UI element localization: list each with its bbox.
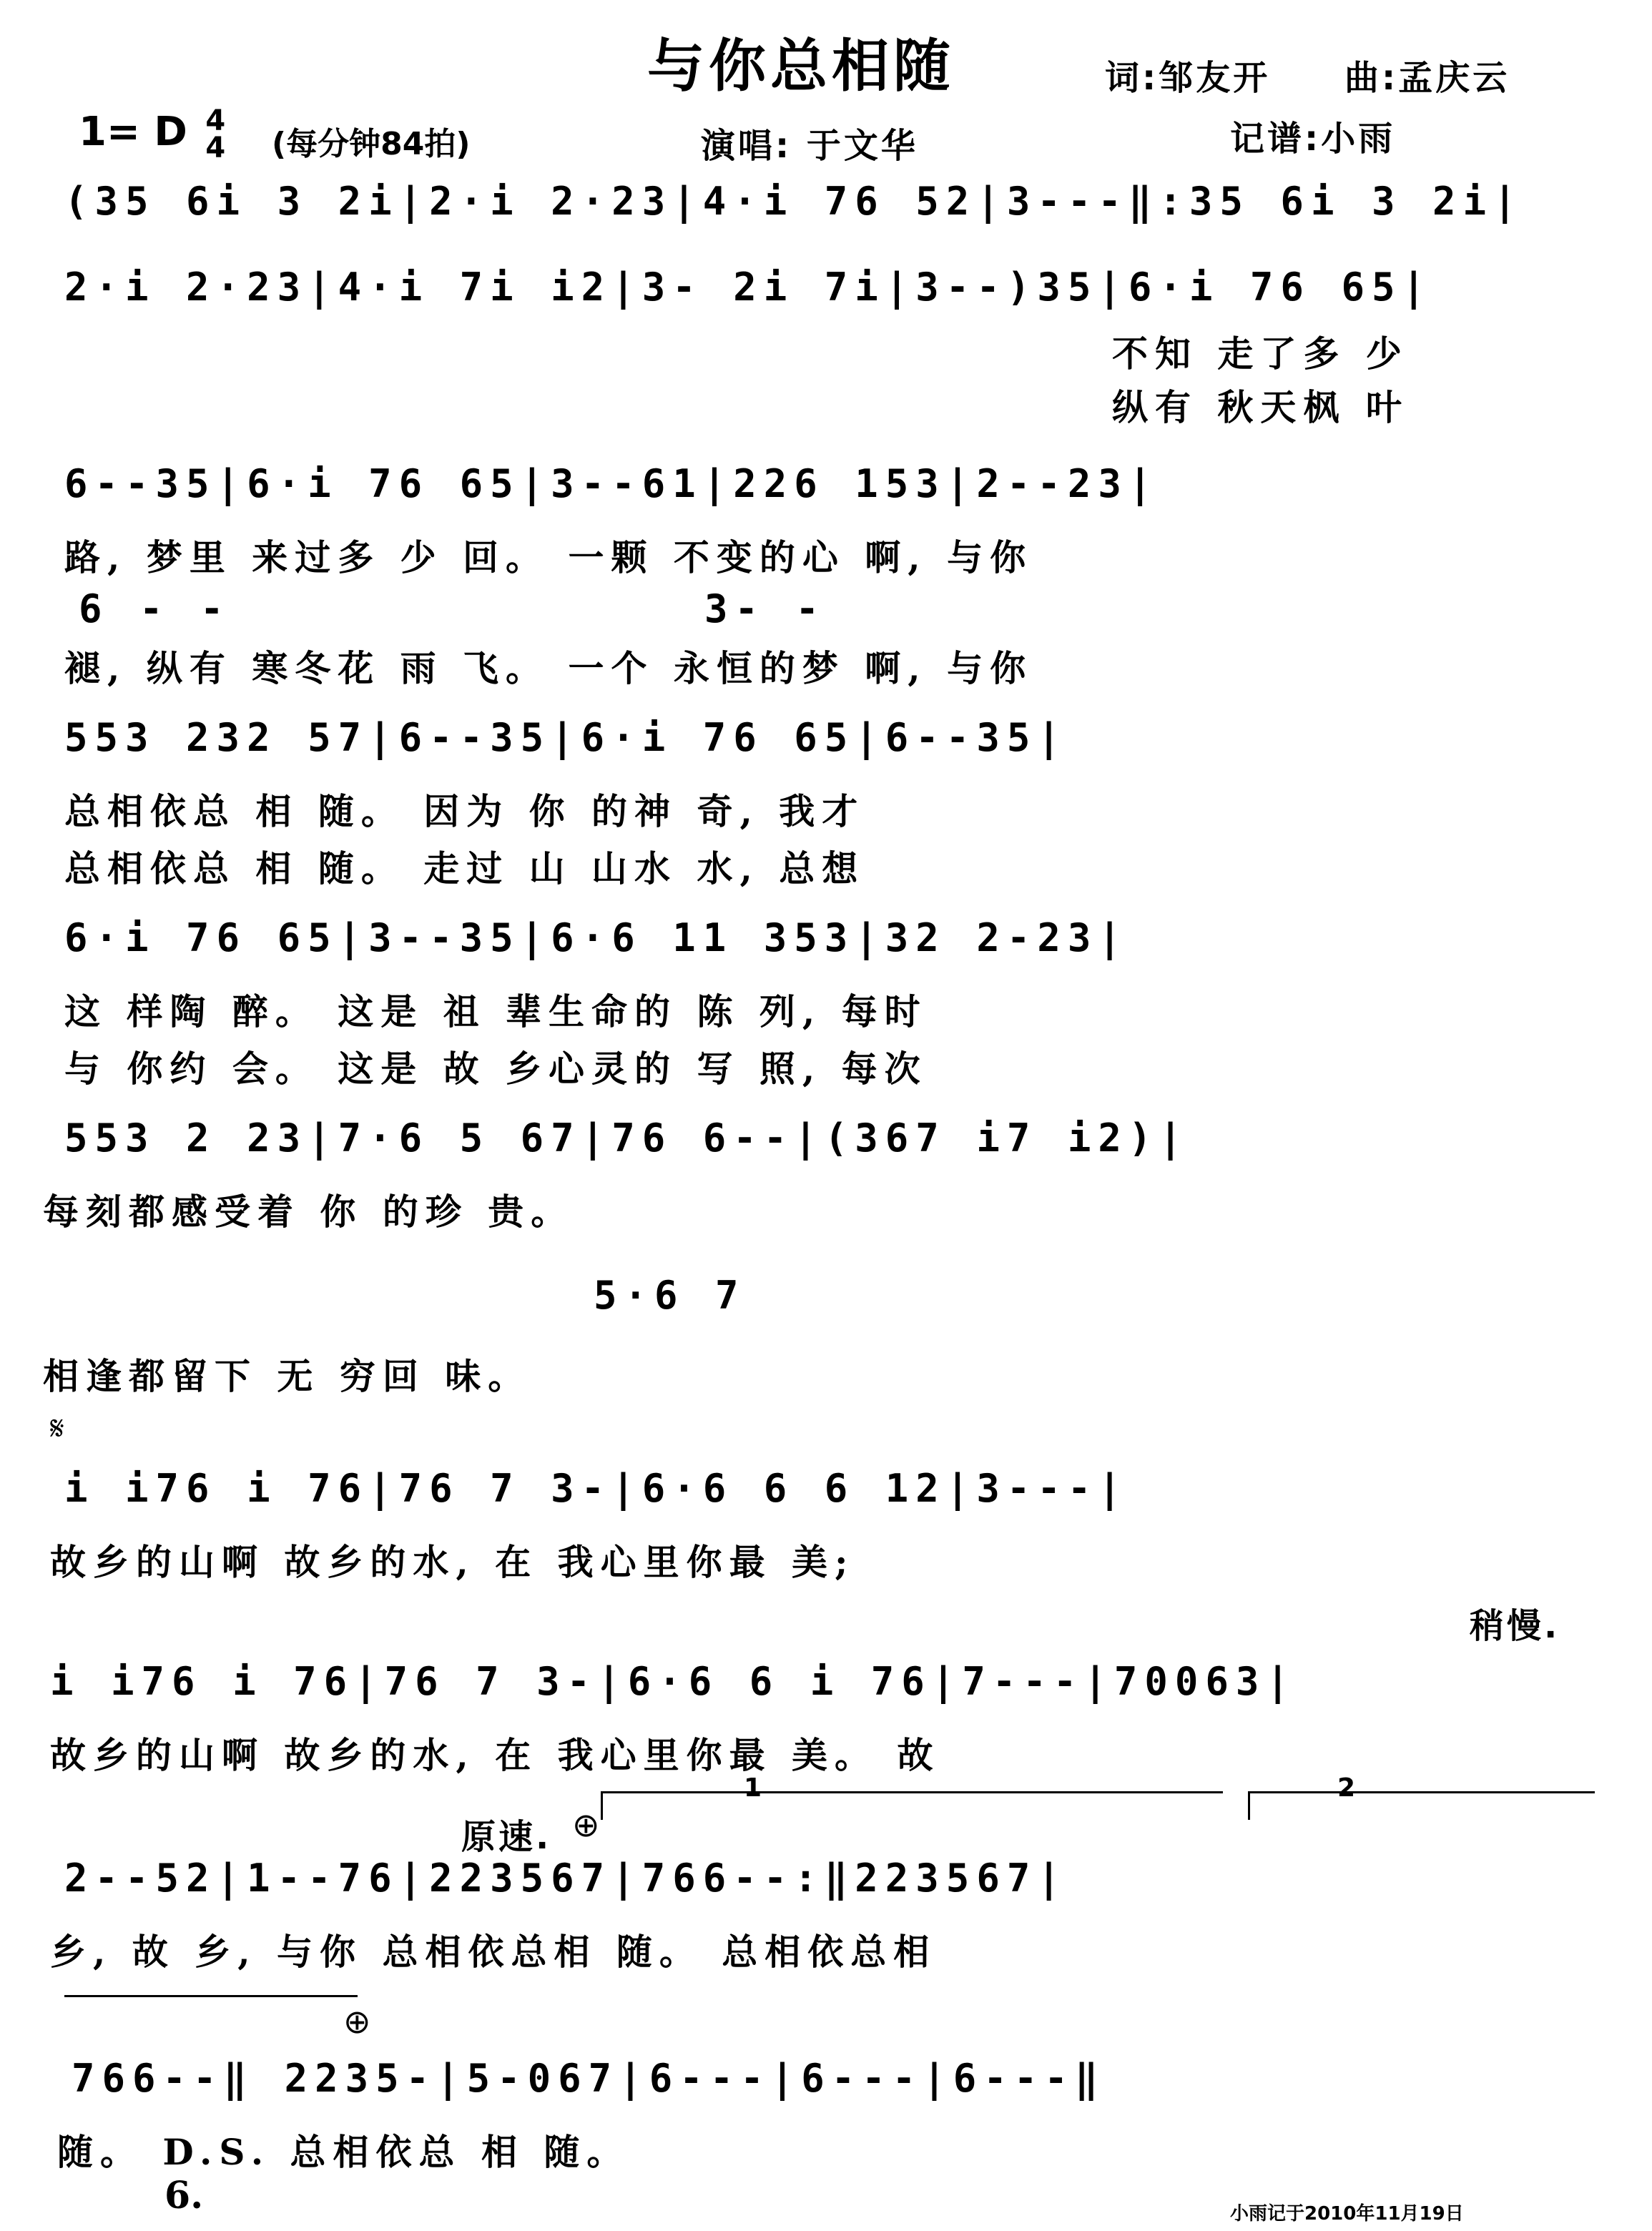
- original-tempo-mark: 原速.: [461, 1817, 552, 1857]
- time-signature: [205, 104, 226, 164]
- lyric-line-1b: 纵有 秋天枫 叶: [1112, 386, 1409, 428]
- lyric-line-1a: 不知 走了多 少: [1112, 333, 1409, 375]
- key-signature: [79, 104, 226, 164]
- music-line-2: 2·i 2·23|4·i 7i i2|3- 2i 7i|3--)35|6·i 76 65|: [64, 265, 1432, 310]
- lyric-line-2b: 褪, 纵有 寒冬花 雨 飞。 一个 永恒的梦 啊, 与你: [64, 647, 1033, 689]
- lyric-line-9: 随。 D.S. 总相依总 相 随。: [57, 2131, 630, 2173]
- alt-notes-6: 5·6 7: [594, 1273, 746, 1318]
- lyric-line-8: 乡, 故 乡, 与你 总相依总相 随。 总相依总相: [50, 1931, 937, 1973]
- music-line-8: i i76 i 76|76 7 3-|6·6 6 i 76|7---|70063|: [50, 1659, 1297, 1704]
- segno-icon: 𝄋: [50, 1409, 64, 1447]
- key-label: 1= D: [79, 109, 187, 156]
- alt-notes-3a: 6 - -: [79, 586, 231, 631]
- lyric-line-5b: 相逢都留下 无 穷回 味。: [43, 1355, 531, 1397]
- music-line-4: 553 232 57|6--35|6·i 76 65|6--35|: [64, 715, 1068, 760]
- lyric-line-5a: 每刻都感受着 你 的珍 贵。: [43, 1191, 574, 1233]
- music-line-5: 6·i 76 65|3--35|6·6 11 353|32 2-23|: [64, 915, 1129, 960]
- volta-2-bracket: [1248, 1791, 1595, 1793]
- transcription-date-note: 小雨记于2010年11月19日: [1230, 2203, 1464, 2225]
- lyric-line-4a: 这 样陶 醉。 这是 祖 辈生命的 陈 列, 每时: [64, 990, 928, 1033]
- singer-credit: 演唱: 于文华: [701, 126, 918, 166]
- page-number: 6.: [164, 2174, 204, 2217]
- alt-notes-3b: 3- -: [704, 586, 827, 631]
- music-line-10: 766--‖ 2235-|5-067|6---|6---|6---‖: [72, 2056, 1106, 2101]
- volta-1-bracket: [601, 1791, 1223, 1793]
- volta-1-label: 1: [744, 1773, 762, 1803]
- lyric-line-4b: 与 你约 会。 这是 故 乡心灵的 写 照, 每次: [64, 1048, 928, 1090]
- time-numerator: 4: [205, 104, 226, 137]
- volta-2-tick: [1248, 1791, 1250, 1820]
- transcriber-credit: 记谱:小雨: [1230, 119, 1396, 159]
- music-line-9: 2--52|1--76|223567|766--:‖223567|: [64, 1856, 1068, 1901]
- lyric-line-3b: 总相依总 相 随。 走过 山 山水 水, 总想: [64, 847, 865, 890]
- tempo-marking: (每分钟84拍): [272, 126, 471, 162]
- lyric-line-6: 故乡的山啊 故乡的水, 在 我心里你最 美;: [50, 1541, 855, 1583]
- music-line-3: 6--35|6·i 76 65|3--61|226 153|2--23|: [64, 461, 1159, 506]
- music-line-7: i i76 i 76|76 7 3-|6·6 6 6 12|3---|: [64, 1466, 1129, 1511]
- volta-1-tick: [601, 1791, 603, 1820]
- song-title: 与你总相随: [647, 32, 955, 99]
- lyric-line-7: 故乡的山啊 故乡的水, 在 我心里你最 美。 故: [50, 1734, 940, 1776]
- coda-icon: ⊕: [572, 1806, 600, 1844]
- coda-icon-2: ⊕: [343, 2002, 371, 2041]
- music-line-6: 553 2 23|7·6 5 67|76 6--|(367 i7 i2)|: [64, 1116, 1189, 1161]
- slower-mark: 稍慢.: [1470, 1606, 1560, 1646]
- composer-credit: 曲:孟庆云: [1344, 58, 1510, 98]
- music-line-1: (35 6i 3 2i|2·i 2·23|4·i 76 52|3---‖:35 6i 3 2i|: [64, 179, 1524, 224]
- lyric-line-3a: 总相依总 相 随。 因为 你 的神 奇, 我才: [64, 790, 865, 832]
- volta-2-label: 2: [1337, 1773, 1356, 1803]
- time-denominator: 4: [205, 132, 226, 164]
- lyricist-credit: 词:邹友开: [1105, 58, 1271, 98]
- coda-bracket: [64, 1995, 358, 1997]
- lyric-line-2a: 路, 梦里 来过多 少 回。 一颗 不变的心 啊, 与你: [64, 536, 1033, 578]
